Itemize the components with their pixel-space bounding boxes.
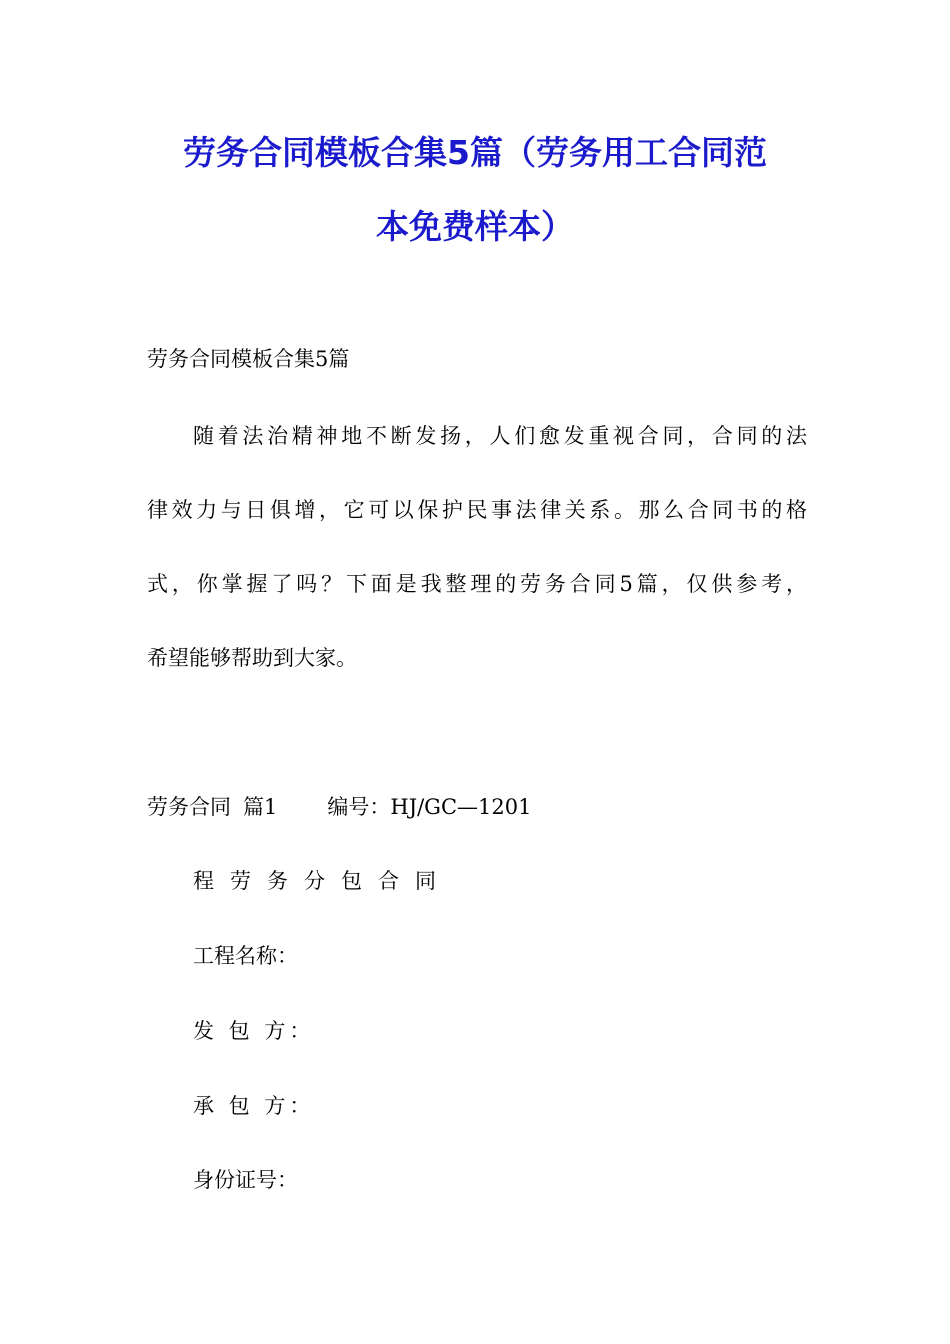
field-project-name: 工程名称：: [193, 944, 298, 968]
document-title-line-2: 本免费样本）: [376, 207, 574, 246]
section-heading-part: 篇1: [243, 795, 278, 819]
intro-line-4: 希望能够帮助到大家。: [147, 646, 357, 670]
intro-line-1: 随着法治精神地不断发扬，人们愈发重视合同，合同的法: [193, 424, 807, 448]
section-heading-title: 劳务合同: [147, 795, 231, 819]
subtitle: 劳务合同模板合集5篇: [147, 347, 350, 371]
field-employer: 发 包 方：: [193, 1019, 315, 1043]
document-title-line-1: 劳务合同模板合集5篇（劳务用工合同范: [183, 133, 767, 172]
intro-line-2: 律效力与日俱增，它可以保护民事法律关系。那么合同书的格: [147, 498, 807, 522]
field-id-number: 身份证号：: [193, 1168, 298, 1192]
contract-number: 编号：HJ/GC—1201: [327, 795, 532, 819]
field-contractor: 承 包 方：: [193, 1094, 315, 1118]
intro-line-3: 式，你掌握了吗？下面是我整理的劳务合同5篇，仅供参考，: [147, 572, 807, 596]
contract-title: 程劳务分包合同: [193, 869, 452, 893]
section-heading: [147, 792, 531, 822]
